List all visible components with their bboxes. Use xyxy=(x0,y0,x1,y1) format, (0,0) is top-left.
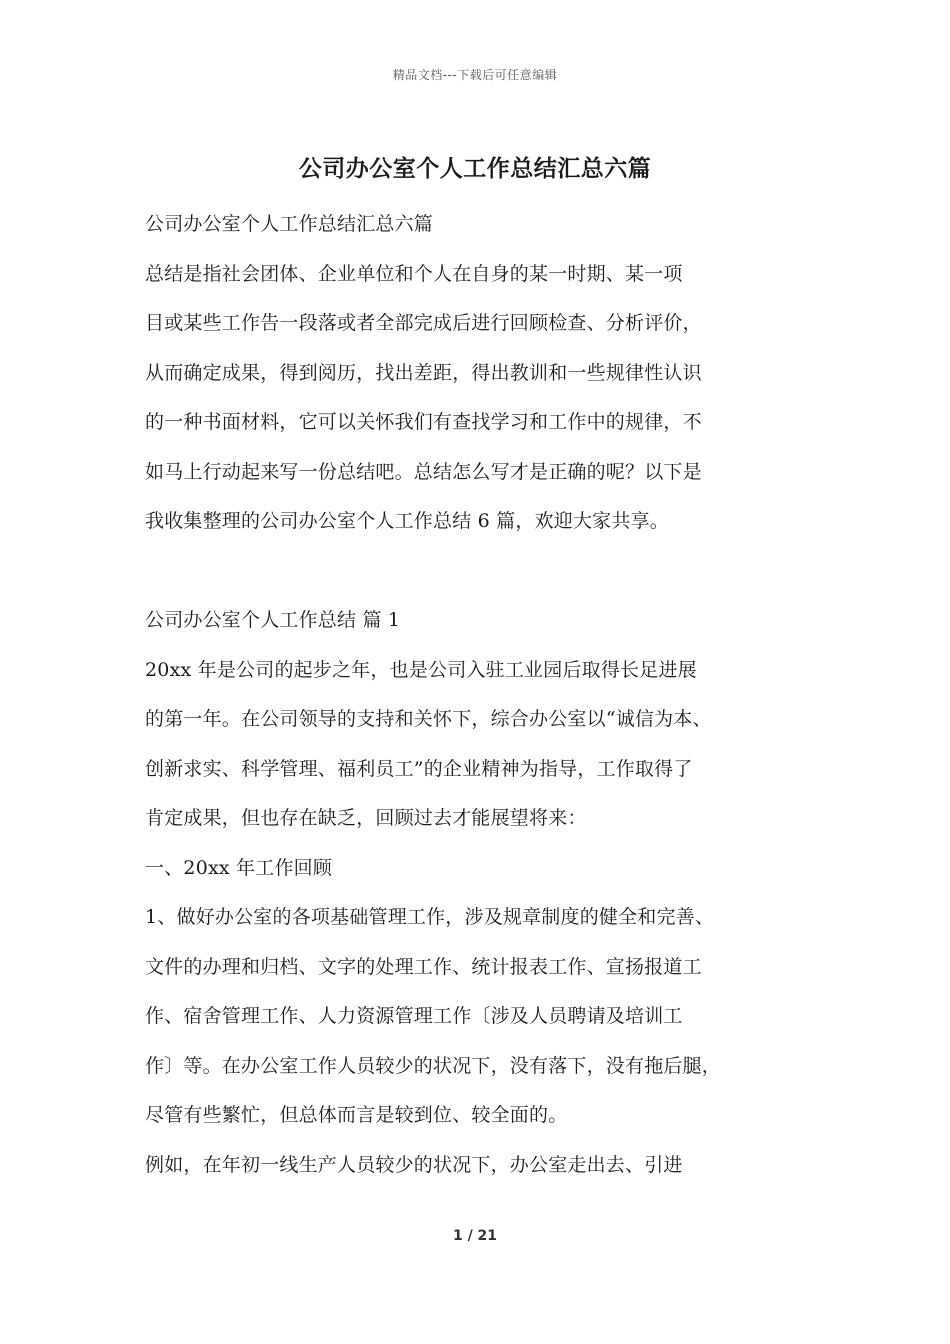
body-line: 如马上行动起来写一份总结吧。总结怎么写才是正确的呢？以下是 xyxy=(145,460,702,483)
body-line: 作、宿舍管理工作、人力资源管理工作〔涉及人员聘请及培训工 xyxy=(145,1005,683,1027)
body-line: 1、做好办公室的各项基础管理工作，涉及规章制度的健全和完善、 xyxy=(145,906,715,928)
body-line: 肯定成果，但也存在缺乏，回顾过去才能展望将来： xyxy=(145,807,587,829)
document-body xyxy=(145,200,825,1190)
page-header: 精品文档---下载后可任意编辑 xyxy=(392,68,558,82)
document-title: 公司办公室个人工作总结汇总六篇 xyxy=(298,155,652,182)
paragraph-gap xyxy=(145,547,825,597)
body-line: 一、20xx 年工作回顾 xyxy=(145,856,333,879)
body-line: 作〕等。在办公室工作人员较少的状况下，没有落下，没有拖后腿， xyxy=(145,1054,722,1077)
body-line: 的一种书面材料，它可以关怀我们有查找学习和工作中的规律，不 xyxy=(145,411,702,433)
body-line: 文件的办理和归档、文字的处理工作、统计报表工作、宣扬报道工 xyxy=(145,955,702,978)
body-line: 创新求实、科学管理、福利员工”的企业精神为指导，工作取得了 xyxy=(145,757,693,780)
body-line: 目或某些工作告一段落或者全部完成后进行回顾检查、分析评价， xyxy=(145,312,702,334)
body-line: 从而确定成果，得到阅历，找出差距，得出教训和一些规律性认识 xyxy=(145,361,702,384)
page-number: 1 / 21 xyxy=(452,1228,498,1244)
section-heading: 公司办公室个人工作总结 篇 1 xyxy=(145,609,401,631)
body-line: 我收集整理的公司办公室个人工作总结 6 篇，欢迎大家共享。 xyxy=(145,510,669,532)
body-line: 尽管有些繁忙，但总体而言是较到位、较全面的。 xyxy=(145,1104,568,1126)
body-line: 例如，在年初一线生产人员较少的状况下，办公室走出去、引进 xyxy=(145,1153,683,1176)
body-line: 20xx 年是公司的起步之年，也是公司入驻工业园后取得长足进展 xyxy=(145,658,697,681)
body-line: 公司办公室个人工作总结汇总六篇 xyxy=(145,213,434,235)
body-line: 的第一年。在公司领导的支持和关怀下，综合办公室以“诚信为本、 xyxy=(145,708,712,730)
body-line: 总结是指社会团体、企业单位和个人在自身的某一时期、某一项 xyxy=(145,262,683,285)
